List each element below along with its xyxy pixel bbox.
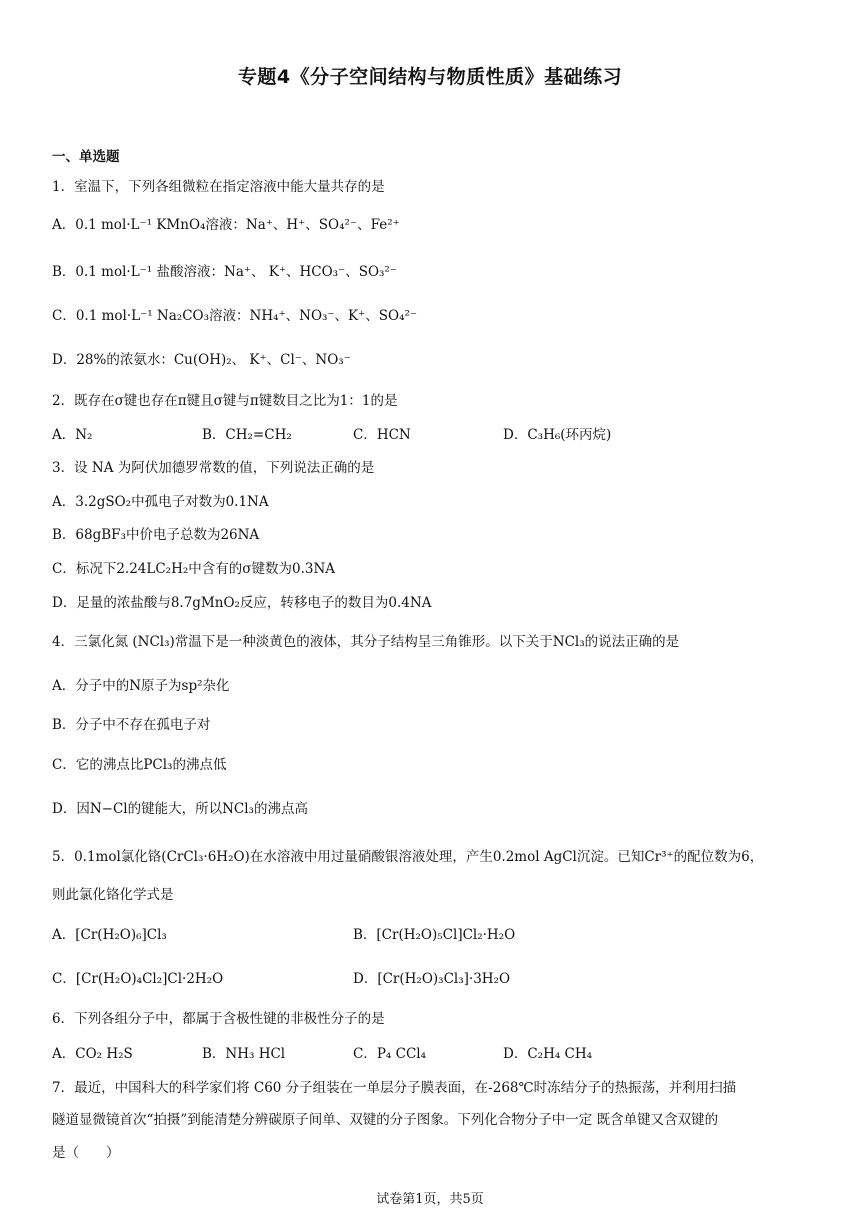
question-6-option-c: C．P₄ CCl₄ bbox=[353, 1046, 427, 1062]
question-1-option-b: B．0.1 mol·L⁻¹ 盐酸溶液：Na⁺、 K⁺、HCO₃⁻、SO₃²⁻ bbox=[52, 264, 397, 280]
question-5-stem-continued: 则此氯化铬化学式是 bbox=[52, 887, 174, 903]
question-4-stem: 4．三氯化氮 (NCl₃)常温下是一种淡黄色的液体，其分子结构呈三角锥形。以下关于NCl₃的说法正确的是 bbox=[52, 634, 680, 650]
question-1-option-c: C．0.1 mol·L⁻¹ Na₂CO₃溶液：NH₄⁺、NO₃⁻、K⁺、SO₄²⁻ bbox=[52, 308, 418, 324]
question-3-option-a: A．3.2gSO₂中孤电子对数为0.1NA bbox=[52, 494, 269, 510]
question-1-option-a: A．0.1 mol·L⁻¹ KMnO₄溶液：Na⁺、H⁺、SO₄²⁻、Fe²⁺ bbox=[52, 217, 400, 233]
question-2-option-a: A．N₂ bbox=[52, 427, 93, 443]
question-4-option-d: D．因N−Cl的键能大，所以NCl₃的沸点高 bbox=[52, 801, 308, 817]
question-4-option-c: C．它的沸点比PCl₃的沸点低 bbox=[52, 757, 227, 773]
question-5-option-b: B．[Cr(H₂O)₅Cl]Cl₂·H₂O bbox=[353, 927, 516, 943]
section-heading: 一、单选题 bbox=[52, 149, 120, 165]
question-3-stem: 3．设 NA 为阿伏加德罗常数的值，下列说法正确的是 bbox=[52, 460, 375, 476]
question-2-option-c: C．HCN bbox=[353, 427, 411, 443]
question-5-option-c: C．[Cr(H₂O)₄Cl₂]Cl·2H₂O bbox=[52, 971, 224, 987]
question-3-option-d: D．足量的浓盐酸与8.7gMnO₂反应，转移电子的数目为0.4NA bbox=[52, 595, 432, 611]
question-4-option-b: B．分子中不存在孤电子对 bbox=[52, 717, 211, 733]
question-5-option-a: A．[Cr(H₂O)₆]Cl₃ bbox=[52, 927, 167, 943]
question-3-option-c: C．标况下2.24LC₂H₂中含有的σ键数为0.3NA bbox=[52, 561, 336, 577]
question-7-stem-line-3: 是（ ） bbox=[52, 1145, 120, 1161]
question-6-option-b: B．NH₃ HCl bbox=[202, 1046, 286, 1062]
question-7-stem-line-1: 7．最近，中国科大的科学家们将 C60 分子组装在一单层分子膜表面，在-268℃时冻结分子的热振荡，并利用扫描 bbox=[52, 1080, 737, 1096]
question-1-option-d: D．28%的浓氨水：Cu(OH)₂、 K⁺、Cl⁻、NO₃⁻ bbox=[52, 352, 351, 368]
question-2-option-d: D．C₃H₆(环丙烷) bbox=[503, 427, 612, 443]
question-4-option-a: A．分子中的N原子为sp²杂化 bbox=[52, 678, 230, 694]
question-6-option-d: D．C₂H₄ CH₄ bbox=[503, 1046, 593, 1062]
question-6-stem: 6．下列各组分子中，都属于含极性键的非极性分子的是 bbox=[52, 1011, 385, 1027]
question-1-stem: 1．室温下，下列各组微粒在指定溶液中能大量共存的是 bbox=[52, 179, 385, 195]
question-5-stem: 5．0.1mol氯化铬(CrCl₃·6H₂O)在水溶液中用过量硝酸银溶液处理，产生0.2mol AgCl沉淀。已知Cr³⁺的配位数为6， bbox=[52, 849, 764, 865]
question-7-stem-line-2: 隧道显微镜首次“拍摄”到能清楚分辨碳原子间单、双键的分子图象。下列化合物分子中一定 既含单键又含双键的 bbox=[52, 1112, 719, 1128]
page-title: 专题4《分子空间结构与物质性质》基础练习 bbox=[237, 66, 623, 88]
question-6-option-a: A．CO₂ H₂S bbox=[52, 1046, 133, 1062]
question-5-option-d: D．[Cr(H₂O)₃Cl₃]·3H₂O bbox=[353, 971, 511, 987]
question-2-option-b: B．CH₂=CH₂ bbox=[202, 427, 292, 443]
page-footer: 试卷第1页，共5页 bbox=[376, 1192, 484, 1207]
question-2-stem: 2．既存在σ键也存在π键且σ键与π键数目之比为1：1的是 bbox=[52, 393, 398, 409]
question-3-option-b: B．68gBF₃中价电子总数为26NA bbox=[52, 527, 260, 543]
